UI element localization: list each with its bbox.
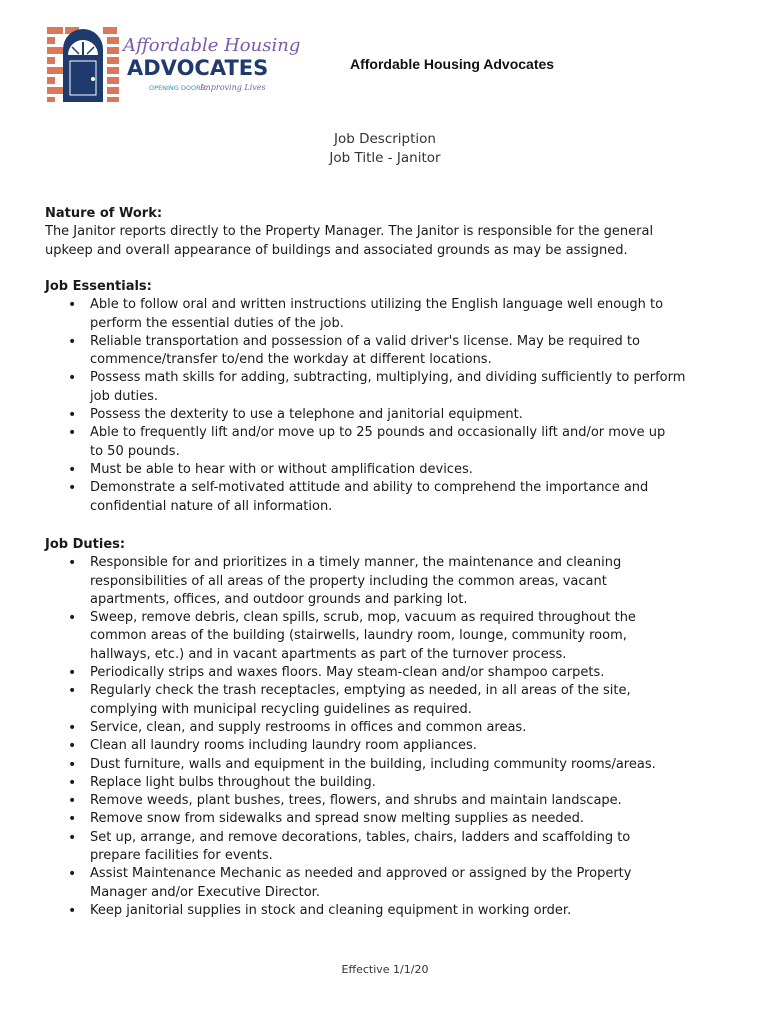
organization-logo	[45, 25, 301, 103]
section-heading: Job Essentials:	[45, 279, 152, 294]
organization-name: Affordable Housing Advocates	[350, 56, 555, 72]
list-item: • Demonstrate a self-motivated attitude and ability to comprehend the importance and confidential nature of all information.	[45, 479, 725, 516]
logo-wordmark: ADVOCATES	[127, 56, 269, 80]
list-item: • Periodically strips and waxes floors. May steam-clean and/or shampoo carpets.	[45, 664, 725, 682]
door-icon	[63, 29, 103, 102]
logo-tagline-right: Improving Lives	[200, 83, 266, 92]
section-heading: Job Duties:	[45, 537, 126, 552]
list-item: • Reliable transportation and possession of a valid driver's license. May be required to commence/transfer to/end the workday at different locations.	[45, 333, 725, 370]
job-title: Job Title - Janitor	[329, 150, 441, 166]
list-item: • Dust furniture, walls and equipment in the building, including community rooms/areas.	[45, 756, 725, 774]
paragraph-line: The Janitor reports directly to the Property Manager. The Janitor is responsible for the general	[45, 224, 654, 240]
list-item: • Replace light bulbs throughout the building.	[45, 774, 725, 792]
nature-of-work-section	[45, 205, 725, 260]
effective-date-footer: Effective 1/1/20	[341, 963, 429, 976]
list-item: • Able to frequently lift and/or move up to 25 pounds and occasionally lift and/or move up to 50 pounds.	[45, 424, 725, 461]
list-item: • Possess math skills for adding, subtracting, multiplying, and dividing sufficiently to perform job duties.	[45, 369, 725, 406]
document-type: Job Description	[334, 131, 436, 147]
essentials-list	[45, 296, 725, 516]
list-item: • Assist Maintenance Mechanic as needed and approved or assigned by the Property Manager and/or Executive Director.	[45, 865, 725, 902]
list-item: • Remove snow from sidewalks and spread snow melting supplies as needed.	[45, 810, 725, 828]
job-essentials-section	[45, 278, 725, 516]
list-item: • Sweep, remove debris, clean spills, scrub, mop, vacuum as required throughout the common areas of the building (stairwells, laundry room, lounge, community room, hallways, etc.) and in vacant apartments as part of the turnover process.	[45, 609, 725, 664]
list-item: • Service, clean, and supply restrooms in offices and common areas.	[45, 719, 725, 737]
list-item: • Must be able to hear with or without amplification devices.	[45, 461, 725, 479]
duties-list	[45, 554, 725, 920]
logo-script-text: Affordable Housing	[123, 35, 301, 56]
list-item: • Able to follow oral and written instructions utilizing the English language well enough to perform the essential duties of the job.	[45, 296, 725, 333]
logo-tagline-left: OPENING DOORS,	[149, 84, 207, 92]
list-item: • Regularly check the trash receptacles, emptying as needed, in all areas of the site, complying with municipal recycling guidelines as required.	[45, 682, 725, 719]
job-duties-section	[45, 536, 725, 920]
list-item: • Responsible for and prioritizes in a timely manner, the maintenance and cleaning responsibilities of all areas of the property including the common areas, vacant apartments, offices, and outdoor grounds and parking lot.	[45, 554, 725, 609]
list-item: • Keep janitorial supplies in stock and cleaning equipment in working order.	[45, 902, 725, 920]
section-heading: Nature of Work:	[45, 206, 163, 221]
paragraph-line: upkeep and overall appearance of buildings and associated grounds as may be assigned.	[45, 242, 628, 258]
list-item: • Remove weeds, plant bushes, trees, flowers, and shrubs and maintain landscape.	[45, 792, 725, 810]
list-item: • Clean all laundry rooms including laundry room appliances.	[45, 737, 725, 755]
list-item: • Set up, arrange, and remove decorations, tables, chairs, ladders and scaffolding to prepare facilities for events.	[45, 829, 725, 866]
list-item: • Possess the dexterity to use a telephone and janitorial equipment.	[45, 406, 725, 424]
